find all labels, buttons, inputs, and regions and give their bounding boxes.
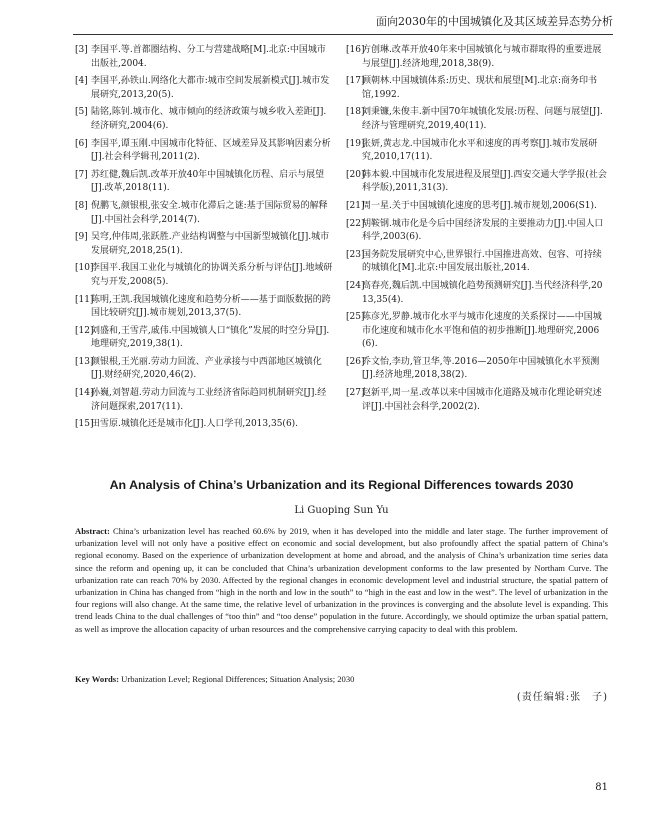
reference-number: [23] [346, 249, 365, 260]
reference-number: [16] [346, 45, 365, 55]
reference-text: 李国平.等.首都圈结构、分工与营建战略[M].北京:中国城市出版社,2004. [91, 45, 326, 69]
reference-number: [22] [346, 218, 365, 229]
reference-number: [24] [346, 280, 365, 291]
reference-text: 高春亮,魏后凯.中国城镇化趋势预测研究[J].当代经济科学,2013,35(4). [362, 280, 603, 305]
reference-text: 韩本毅.中国城市化发展进程及展望[J].西安交通大学学报(社会科学版),2011,31(3). [362, 169, 607, 194]
reference-text: 赵新平,周一星.改革以来中国城市化道路及城市化理论研究述评[J].中国社会科学,2002(2). [362, 388, 602, 412]
reference-number: [26] [346, 356, 365, 367]
reference-text: 顾朝林.中国城镇体系:历史、现状和展望[M].北京:商务印书馆,1992. [362, 76, 598, 100]
reference-number: [25] [346, 312, 365, 323]
reference-text: 田雪原.城镇化还是城市化[J].人口学刊,2013,35(6). [91, 419, 299, 430]
reference-item [75, 106, 333, 133]
reference-number: [12] [75, 325, 94, 336]
reference-item [75, 138, 333, 165]
reference-item [346, 280, 608, 307]
reference-item [75, 294, 333, 321]
page-number: 81 [595, 782, 608, 793]
reference-text: 周一星.关于中国城镇化速度的思考[J].城市规划,2006(S1). [362, 200, 597, 211]
reference-number: [13] [75, 356, 94, 367]
reference-number: [8] [75, 200, 88, 211]
reference-text: 方创琳.改革开放40年来中国城镇化与城市群取得的重要进展与展望[J].经济地理,2018,38(9). [362, 45, 602, 69]
english-authors: Li Guoping Sun Yu [294, 505, 389, 516]
reference-text: 吴穹,仲伟周,张跃胜.产业结构调整与中国新型城镇化[J].城市发展研究,2018,25(1). [91, 232, 330, 256]
reference-text: 倪鹏飞,颜银根,张安全.城市化滞后之谜:基于国际贸易的解释[J].中国社会科学,2014(7). [91, 200, 328, 225]
abstract-text: China’s urbanization level has reached 60.6% by 2019, when it has developed into the middle and later stage. The further improvement of urbanization level will not only have a positive effect on economic and social development, but also profoundly affect the spatial pattern of China’s regional economy. Based on the experience of urbanization development at home and abroad, and the analysis of China’s urbanization time series data since the reform and opening up, it can be concluded that China’s urbanization development conforms to the law presented by Northam Curve. The urbanization rate can reach 70% by 2030. Affected by the regional changes in economic development level and industrial structure, the spatial pattern of urbanization in China has changed from “high in the north and low in the south” to “high in the east and low in the west”. The level of urbanization in the four regions will also change. At the same time, the relative level of urbanization in the provinces is converging and the absolute level is expanding. This trend leads China to the dual challenges of “too thin” and “too dense” population in the future. Accordingly, we should optimize the urban spatial pattern, as well as improve the allocation capacity of urban resources and the comprehensive carrying capacity to deal with this problem. [75, 526, 608, 634]
reference-text: 李国平,谭玉刚.中国城市化特征、区域差异及其影响因素分析[J].社会科学辑刊,2011(2). [91, 138, 331, 163]
reference-text: 张妍,黄志龙.中国城市化水平和速度的再考察[J].城市发展研究,2010,17(11). [362, 138, 598, 163]
reference-item [75, 231, 333, 258]
reference-number: [15] [75, 419, 94, 430]
reference-text: 颜银根,王光丽.劳动力回流、产业承接与中西部地区城镇化[J].财经研究,2020,46(2). [91, 356, 322, 381]
reference-item [346, 311, 608, 352]
reference-item [75, 356, 333, 383]
reference-number: [4] [75, 76, 88, 87]
reference-number: [17] [346, 76, 365, 87]
reference-item [346, 44, 608, 71]
reference-text: 陆铭,陈钊.城市化、城市倾向的经济政策与城乡收入差距[J].经济研究,2004(6). [91, 107, 327, 131]
reference-number: [7] [75, 169, 88, 180]
reference-item [75, 325, 333, 352]
reference-number: [27] [346, 388, 365, 399]
reference-number: [10] [75, 263, 94, 274]
reference-text: 胡鞍钢.城市化是今后中国经济发展的主要推动力[J].中国人口科学,2003(6). [362, 218, 604, 243]
reference-item [346, 356, 608, 383]
keywords-text: Urbanization Level; Regional Differences; Situation Analysis; 2030 [119, 674, 355, 684]
reference-number: [5] [75, 107, 88, 118]
responsible-editor: (责任编辑:张 子) [516, 692, 608, 703]
running-header [73, 12, 613, 35]
reference-item [75, 200, 333, 227]
references-left-column [75, 44, 333, 436]
keywords-label: Key Words: [75, 674, 120, 684]
reference-text: 陈明,王凯.我国城镇化速度和趋势分析——基于面版数据的跨国比较研究[J].城市规划,2013,37(5). [91, 294, 331, 319]
reference-number: [21] [346, 200, 365, 211]
reference-item [346, 138, 608, 165]
reference-item [75, 75, 333, 102]
abstract-label: Abstract: [75, 526, 110, 536]
english-abstract [75, 525, 608, 635]
journal-header-title: 面向2030年的中国城镇化及其区域差异态势分析 [376, 15, 613, 28]
reference-item [75, 169, 333, 196]
english-title: An Analysis of China’s Urbanization and its Regional Differences towards 2030 [109, 478, 574, 492]
reference-number: [6] [75, 138, 88, 149]
reference-text: 刘秉镰,朱俊丰.新中国70年城镇化发展:历程、问题与展望[J].经济与管理研究,2019,40(11). [362, 107, 603, 131]
reference-item [75, 44, 333, 71]
reference-text: 国务院发展研究中心,世界银行.中国推进高效、包容、可持续的城镇化[M].北京:中国发展出版社,2014. [362, 249, 602, 274]
reference-item [346, 200, 608, 214]
reference-text: 李国平,孙铁山.网络化大都市:城市空间发展新模式[J].城市发展研究,2013,20(5). [91, 76, 330, 100]
reference-text: 乔文怡,李玏,管卫华,等.2016—2050年中国城镇化水平预测[J].经济地理,2018,38(2). [362, 356, 600, 381]
reference-item [346, 75, 608, 102]
reference-text: 孙巍,刘智超.劳动力回流与工业经济省际趋同机制研究[J].经济问题探索,2017(11). [91, 388, 327, 412]
reference-item [346, 169, 608, 196]
references-right-column [346, 44, 608, 418]
reference-item [346, 387, 608, 414]
english-keywords [75, 673, 608, 685]
reference-text: 陈彦光,罗静.城市化水平与城市化速度的关系探讨——中国城市化速度和城市化水平饱和值的初步推断[J].地理研究,2006(6). [362, 312, 602, 350]
reference-number: [9] [75, 232, 88, 243]
reference-text: 苏红健,魏后凯.改革开放40年中国城镇化历程、启示与展望[J].改革,2018(11). [91, 169, 325, 194]
reference-number: [11] [75, 294, 94, 305]
reference-item [75, 387, 333, 414]
reference-number: [20] [346, 169, 365, 180]
reference-number: [18] [346, 107, 365, 118]
reference-item [75, 418, 333, 432]
reference-item [346, 218, 608, 245]
reference-number: [19] [346, 138, 365, 149]
reference-text: 刘盛和,王雪芹,戚伟.中国城镇人口“镇化”发展的时空分异[J].地理研究,2019,38(1). [91, 325, 330, 350]
reference-text: 李国平.我国工业化与城镇化的协调关系分析与评估[J].地域研究与开发,2008(5). [91, 263, 333, 287]
reference-number: [14] [75, 388, 94, 399]
reference-number: [3] [75, 45, 88, 55]
reference-item [346, 249, 608, 276]
reference-item [346, 106, 608, 133]
reference-item [75, 262, 333, 289]
